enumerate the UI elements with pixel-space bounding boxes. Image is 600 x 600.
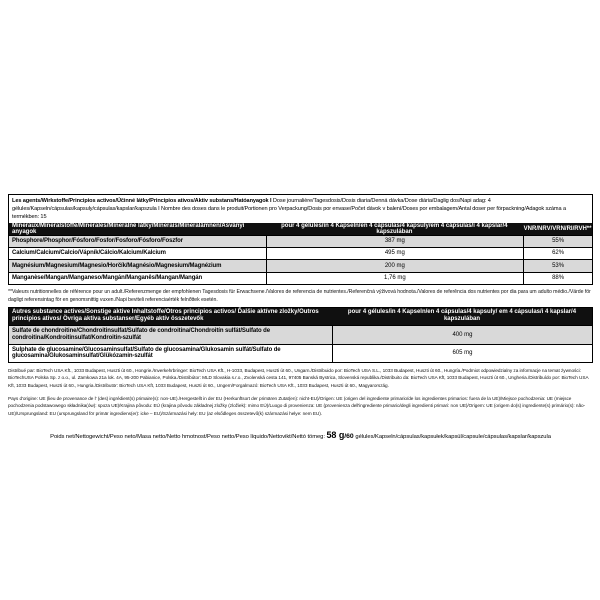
mineral-name: Magnésium/Magnesium/Magnesio/Horčík/Magnésio/Magnesium/Magnézium — [12, 262, 222, 269]
mineral-name: Manganèse/Mangan/Manganeso/Mangán/Manganês/Mangan/Mangán — [12, 275, 203, 282]
minerals-table — [8, 194, 593, 285]
mineral-amount: 495 mg — [266, 248, 524, 259]
nrv-footnote: **Valeurs nutritionnelles de référence pour un adult./Referenzmenge der empfohlenen Tagesdosis für Erwachsene./Valores de referencia de nutrientes./Referenčná výživová hodnota./Valores de referência dos nutrientes por dia para um adulto médio./Värde för dagligt referensintag för en genomsnittig vuxen./Napi beviteli referenciaérték felnőttek esetén. — [8, 288, 591, 303]
substance-amount: 605 mg — [332, 345, 592, 363]
supplement-facts-label — [8, 194, 593, 440]
other-actives-header-per-dose: pour 4 gélules/in 4 Kapseln/en 4 cápsulas/4 kapsuly/ em 4 cápsulas/i 4 kapslar/4 kapszulában — [347, 308, 577, 323]
mineral-nrv: 88% — [523, 273, 592, 284]
mineral-nrv: 62% — [523, 248, 592, 259]
mineral-name: Calcium/Calcium/Calcio/Vápník/Cálcio/Kalcium/Kalcium — [12, 250, 166, 257]
substance-name: Sulphate de glucosamine/Glucosaminsulfat/Sulfato de glucosamina/Glukosamin sulfát/Sulfato de glucosamina/Glukosaminsulfat/Glükózamin-szulfát — [12, 347, 281, 360]
mineral-amount: 387 mg — [266, 236, 524, 247]
origin-text: Pays d'origine: UE (lieu de provenance de l' (des) ingrédient(s) primaire(s): non-UE)./Hergestellt in der EU (Herkunftsort der primären Zutat(en): nicht-EU)/Origen: UE (origen del ingrediente primario/de los ingredientes primarios: fuera de la UE)/Miejsce pochodzenia: UE (miejsce pochodzenia podstawowego składnika(ów): spoza UE)/Krajina pôvodu: EÚ (krajina pôvodu základnej zložky (zložiek): mimo EÚ)/Luogo di provenienza: UE (provenienza dell'ingrediente primario/degli ingredienti primari: non UE)/Origem: UE (origem do(s) ingrediente(s) primário(s): não-UE)/Ursprungsland: EU (ursprungsland för primär ingrediens(er): icke – EU)/Származási hely: EU (az elsődleges összetevő(k) származási helye: nem EU). — [8, 396, 586, 416]
substance-amount: 400 mg — [332, 326, 592, 344]
minerals-header-bar — [9, 223, 592, 235]
table-row-magnesium — [9, 259, 592, 271]
dose-info-text: Dose journalière/Tagesdosis/Dosis diaria/Denná dávka/Dose diária/Daglig dos/Napi adag: 4 gélules/Kapseln/cápsulas/kapsuly/cápsulas/kapslar/kapszula I Nombre des doses dans le produit/Portionen pro Verpackung/Dosis por envase/Počet dávok v balení/Doses por embalagem/Antal doser per förpackning/Adagok száma a termékben: 15 — [12, 197, 566, 221]
other-actives-header-name: Autres substance actives/Sonstige aktive Inhaltstoffe/Otros principios activos/ Ďalšie aktívne zložky/Outros principios ativos/ Övriga aktiva substanser/Egyéb aktív összetevők — [12, 308, 319, 323]
minerals-header-nrv: VNR/NRV/VRN/RI/RVH** — [523, 225, 592, 232]
net-weight-doses: /60 — [344, 432, 356, 440]
mineral-amount: 200 mg — [266, 260, 524, 271]
active-agents-heading: Les agents/Wirkstoffe/Principios activos/Účinné látky/Principios ativos/Aktiv substans/Hatóanyagok I — [12, 197, 273, 204]
distributor-text: Distribué par: BioTech USA Kft., 1033 Budapest, Huszti út 60., Hongrie./Inverkehrbringer: BioTech USA Kft., H-1033, Budapest, Huszti út 60., Ungarn./Distribuido por: BioTech USA S.L., 1033 Budapest, Huszti út 60., Hungría./Podmiot odpowiedzialny za informacje na temat żywności: BioTechUSA Polska Sp. z o.o., ul. Zamkowa 21a lok. 4A, 95-200 Pabianice, Polska./Distribútor: MLD Slovakia s.r.o., Zvolenská cesta 141, 97405 Banská Bystrica, Slovenská republika./Distribuito da: BioTech USA Kft, 1033 Budapest, Huszti út 60., Ungheria./Distribuído por: BioTech USA Kft, 1033 Budapest, Huszti út 60., Hungria./Distributör: BioTech USA Kft, 1033 Budapest, Huszti út 60., Ungern/Forgalmazó: BioTech USA Kft., 1033 Budapest, Huszti út 60., Magyarország. — [8, 368, 589, 388]
substance-name: Sulfate de chondroitine/Chondroitinsulfat/Sulfato de condroitina/Chondroitín sulfát/Sulfato de condroitina/Kondroitinsulfat/Kondroitin-szulfát — [12, 328, 270, 341]
dose-info-row — [9, 195, 592, 223]
mineral-amount: 1,76 mg — [266, 273, 524, 284]
table-row-chondroitin — [9, 325, 592, 344]
table-row-phosphorus — [9, 235, 592, 247]
net-weight-label: Poids net/Nettogewicht/Peso neto/Masa netto/Netto hmotnost/Peso netto/Peso líquido/Nettovikt/Nettó tömeg: — [50, 433, 327, 440]
minerals-header-per-dose: pour 4 gélules/in 4 Kapseln/en 4 cápsulas/4 kapsuly/em 4 cápsulas/i 4 kapslar/4 kapszulában — [281, 222, 508, 235]
table-row-glucosamine — [9, 344, 592, 363]
other-actives-header-bar — [9, 308, 592, 325]
minerals-header-name: Mineraux/Mineralstoffe/Minerales/Minerálne látky/Minerais/Mineralämnen/Ásványi anyagok — [12, 222, 245, 235]
other-actives-table — [8, 307, 593, 363]
table-row-calcium — [9, 247, 592, 259]
net-weight-line — [8, 430, 593, 440]
net-weight-amount: 58 g — [326, 429, 345, 440]
mineral-nrv: 55% — [523, 236, 592, 247]
net-weight-units: gélules/Kapseln/cápsulas/kapsułek/kapsúl/capsule/cápsulas/kapslar/kapszula — [355, 433, 551, 440]
mineral-name: Phosphore/Phosphor/Fósforo/Fosfor/Fosforo/Fósforo/Foszfor — [12, 238, 183, 245]
mineral-nrv: 53% — [523, 260, 592, 271]
table-row-manganese — [9, 272, 592, 284]
